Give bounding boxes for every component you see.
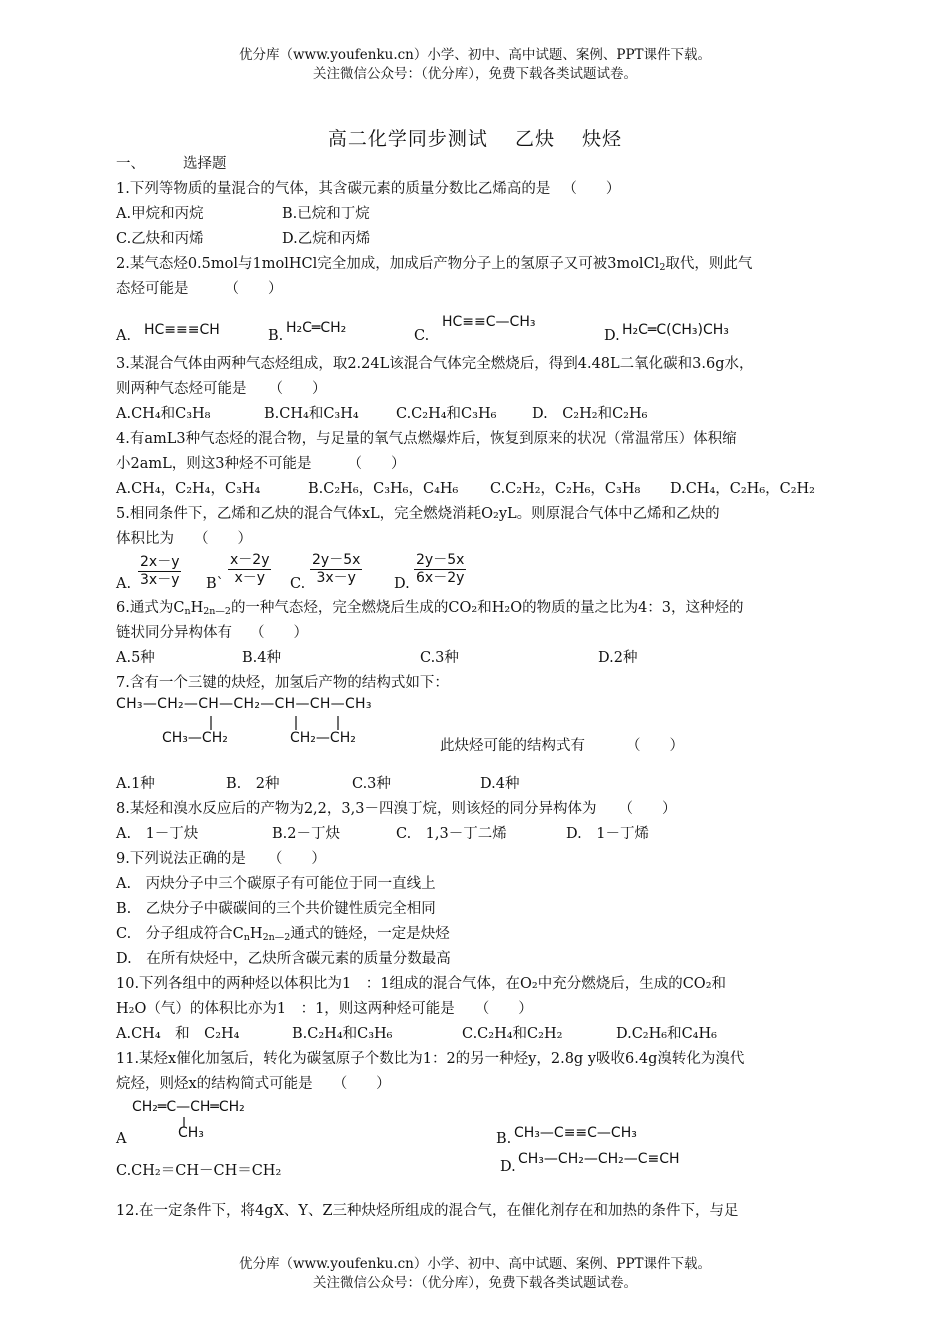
q8-option-b: B.2－丁炔 xyxy=(272,826,340,842)
q5-fraction-d: $\frac{2y-5x}{6x-2y}$ xyxy=(416,552,465,586)
q7-stem: 7.含有一个三键的炔烃，加氢后产物的结构式如下： xyxy=(116,675,449,691)
q3-stem: 3.某混合气体由两种气态烃组成，取2.24L该混合气体完全燃烧后，得到4.48L二氧化碳和3.6g水， xyxy=(116,356,754,372)
question-content xyxy=(116,152,838,1224)
q2-stem: 2.某气态烃0.5mol与1molHCl完全加成，加成后产物分子上的氢原子又可被3molCl$_2$取代，则此气 xyxy=(116,256,753,273)
q2-option-c: C. xyxy=(414,328,430,344)
q4-option-a: A.CH₄，C₂H₄，C₃H₄ xyxy=(116,481,261,497)
q7-structure xyxy=(116,696,838,766)
q12-stem: 12.在一定条件下，将4gX、Y、Z三种炔烃所组成的混合气，在催化剂存在和加热的条件下，与足 xyxy=(116,1203,739,1219)
q5-stem-cont: 体积比为 （ ） xyxy=(116,531,252,547)
q3-stem-cont: 则两种气态烃可能是 （ ） xyxy=(116,381,327,397)
q10-option-a: A.CH₄ 和 C₂H₄ xyxy=(116,1026,240,1042)
q7-blank: （ ） xyxy=(626,738,684,754)
q5-option-d: D. xyxy=(394,576,410,592)
footer-line-1: 优分库（www.youfenku.cn）小学、初中、高中试题、案例、PPT课件下载。 xyxy=(238,1256,712,1272)
q11-formula-d: CH₃—CH₂—CH₂—C≡CH xyxy=(518,1151,680,1167)
q3-option-d: D. C₂H₂和C₂H₆ xyxy=(532,406,648,422)
q2-option-a: A． xyxy=(116,328,141,344)
q3-option-c: C.C₂H₄和C₃H₆ xyxy=(396,406,497,422)
q2-formula-c: HC≡≡C—CH₃ xyxy=(442,314,536,330)
q10-stem-cont: H₂O（气）的体积比亦为1 ：1，则这两种烃可能是 （ ） xyxy=(116,1001,533,1017)
title-sub-2: 炔烃 xyxy=(582,128,623,150)
q7-option-d: D.4种 xyxy=(480,776,520,792)
q2-option-b: B. xyxy=(268,328,284,344)
q6-option-b: B.4种 xyxy=(242,650,281,666)
q11-option-b: B. xyxy=(496,1131,512,1147)
title-sub-1: 乙炔 xyxy=(514,128,555,150)
section-heading: 一、 选择题 xyxy=(116,156,227,172)
title-main: 高二化学同步测试 xyxy=(327,128,488,150)
q1-option-d: D.乙烷和丙烯 xyxy=(282,231,371,247)
q11-options xyxy=(116,1097,838,1185)
q4-option-c: C.C₂H₂，C₂H₆，C₃H₈ xyxy=(490,481,641,497)
q9-option-b: B. 乙炔分子中碳碳间的三个共价键性质完全相同 xyxy=(116,901,436,917)
page-footer xyxy=(0,1255,950,1293)
q4-stem: 4.有amL3种气态烃的混合物，与足量的氧气点燃爆炸后，恢复到原来的状况（常温常压）体积缩 xyxy=(116,431,737,447)
q5-fraction-c: $\frac{2y-5x}{3x-y}$ xyxy=(312,552,361,586)
q10-stem: 10.下列各组中的两种烃以体积比为1 ：1组成的混合气体，在O₂中充分燃烧后，生成的CO₂和 xyxy=(116,976,727,992)
q4-option-d: D.CH₄，C₂H₆，C₂H₂ xyxy=(670,481,815,497)
q5-options xyxy=(116,552,838,596)
q8-option-a: A. 1－丁炔 xyxy=(116,826,199,842)
q1-stem: 1.下列等物质的量混合的气体，其含碳元素的质量分数比乙烯高的是 （ ） xyxy=(116,181,621,197)
q5-fraction-b: $\frac{x-2y}{x-y}$ xyxy=(230,552,270,586)
q11-bond-line xyxy=(116,1097,236,1137)
q5-option-a: A. xyxy=(116,576,132,592)
q8-stem: 8.某烃和溴水反应后的产物为2,2，3,3－四溴丁烷，则该烃的同分异构体为 （ ） xyxy=(116,801,677,817)
q3-option-a: A.CH₄和C₃H₈ xyxy=(116,406,211,422)
q1-option-a: A.甲烷和丙烷 xyxy=(116,206,204,222)
q11-option-c: C.CH₂＝CH－CH＝CH₂ xyxy=(116,1163,282,1179)
q6-options xyxy=(116,646,838,671)
q3-options xyxy=(116,402,838,427)
q7-branch-2: CH₂—CH₂ xyxy=(290,730,356,746)
q11-stem-cont: 烷烃，则烃x的结构简式可能是 （ ） xyxy=(116,1076,391,1092)
q6-option-a: A.5种 xyxy=(116,650,155,666)
q10-option-d: D.C₂H₆和C₄H₆ xyxy=(616,1026,717,1042)
q11-option-d: D. xyxy=(500,1159,516,1175)
q6-option-c: C.3种 xyxy=(420,650,459,666)
q7-bond-lines xyxy=(116,696,416,766)
q2-formula-d: H₂C═C(CH₃)CH₃ xyxy=(622,322,729,338)
q9-option-a: A. 丙炔分子中三个碳原子有可能位于同一直线上 xyxy=(116,876,436,892)
q1-option-b: B.已烷和丁烷 xyxy=(282,206,370,222)
q6-option-d: D.2种 xyxy=(598,650,638,666)
q9-option-c: C. 分子组成符合$C_nH_{2n—2}$通式的链烃，一定是炔烃 xyxy=(116,926,450,943)
q4-stem-cont: 小2amL，则这3种烃不可能是 （ ） xyxy=(116,456,406,472)
q7-options xyxy=(116,772,838,797)
q2-formula-b: H₂C═CH₂ xyxy=(286,320,347,336)
q2-stem-cont: 态烃可能是 （ ） xyxy=(116,281,283,297)
q8-option-c: C. 1,3－丁二烯 xyxy=(396,826,507,842)
q4-options xyxy=(116,477,838,502)
q7-main-chain: CH₃—CH₂—CH—CH₂—CH—CH—CH₃ xyxy=(116,696,372,712)
q10-option-b: B.C₂H₄和C₃H₆ xyxy=(292,1026,393,1042)
q7-question: 此炔烃可能的结构式有 xyxy=(440,738,585,754)
q5-option-c: C. xyxy=(290,576,306,592)
q7-option-b: B. 2种 xyxy=(226,776,280,792)
q11-stem: 11.某烃x催化加氢后，转化为碳氢原子个数比为1：2的另一种烃y，2.8g y吸收6.4g溴转化为溴代 xyxy=(116,1051,745,1067)
q10-option-c: C.C₂H₄和C₂H₂ xyxy=(462,1026,563,1042)
q10-options xyxy=(116,1022,838,1047)
q11-option-a: A xyxy=(116,1131,127,1147)
q3-option-b: B.CH₄和C₃H₄ xyxy=(264,406,359,422)
header-line-1: 优分库（www.youfenku.cn）小学、初中、高中试题、案例、PPT课件下载。 xyxy=(238,47,712,63)
q5-fraction-a: $\frac{2x-y}{3x-y}$ xyxy=(140,554,180,588)
q9-option-d: D. 在所有炔烃中，乙炔所含碳元素的质量分数最高 xyxy=(116,951,451,967)
q5-stem: 5.相同条件下，乙烯和乙炔的混合气体xL，完全燃烧消耗O₂yL。则原混合气体中乙烯和乙炔的 xyxy=(116,506,720,522)
q1-options-row1 xyxy=(116,202,838,227)
q8-option-d: D. 1－丁烯 xyxy=(566,826,649,842)
page-title xyxy=(0,124,950,151)
page-header xyxy=(0,46,950,84)
q6-stem: 6.通式为$C_nH_{2n—2}$的一种气态烃，完全燃烧后生成的CO₂和H₂O的物质的量之比为4：3，这种烃的 xyxy=(116,600,744,617)
q1-option-c: C.乙炔和丙烯 xyxy=(116,231,204,247)
q7-option-a: A.1种 xyxy=(116,776,155,792)
header-line-2: 关注微信公众号：（优分库），免费下载各类试题试卷。 xyxy=(313,66,637,82)
q7-option-c: C.3种 xyxy=(352,776,391,792)
q4-option-b: B.C₂H₆，C₃H₆，C₄H₆ xyxy=(308,481,459,497)
q11-formula-b: CH₃—C≡≡C—CH₃ xyxy=(514,1125,637,1141)
q7-branch-1: CH₃—CH₂ xyxy=(162,730,228,746)
q8-options xyxy=(116,822,838,847)
q11-branch-a: CH₃ xyxy=(178,1125,204,1141)
q11-formula-a: CH₂═C—CH═CH₂ xyxy=(132,1099,245,1115)
q9-stem: 9.下列说法正确的是 （ ） xyxy=(116,851,326,867)
q2-option-d: D. xyxy=(604,328,620,344)
q1-options-row2 xyxy=(116,227,838,252)
q5-option-b: B` xyxy=(206,576,224,592)
footer-line-2: 关注微信公众号：（优分库），免费下载各类试题试卷。 xyxy=(313,1275,637,1291)
q2-formula-a: HC≡≡≡CH xyxy=(144,322,220,338)
q6-stem-cont: 链状同分异构体有 （ ） xyxy=(116,625,308,641)
q2-options xyxy=(116,302,838,352)
